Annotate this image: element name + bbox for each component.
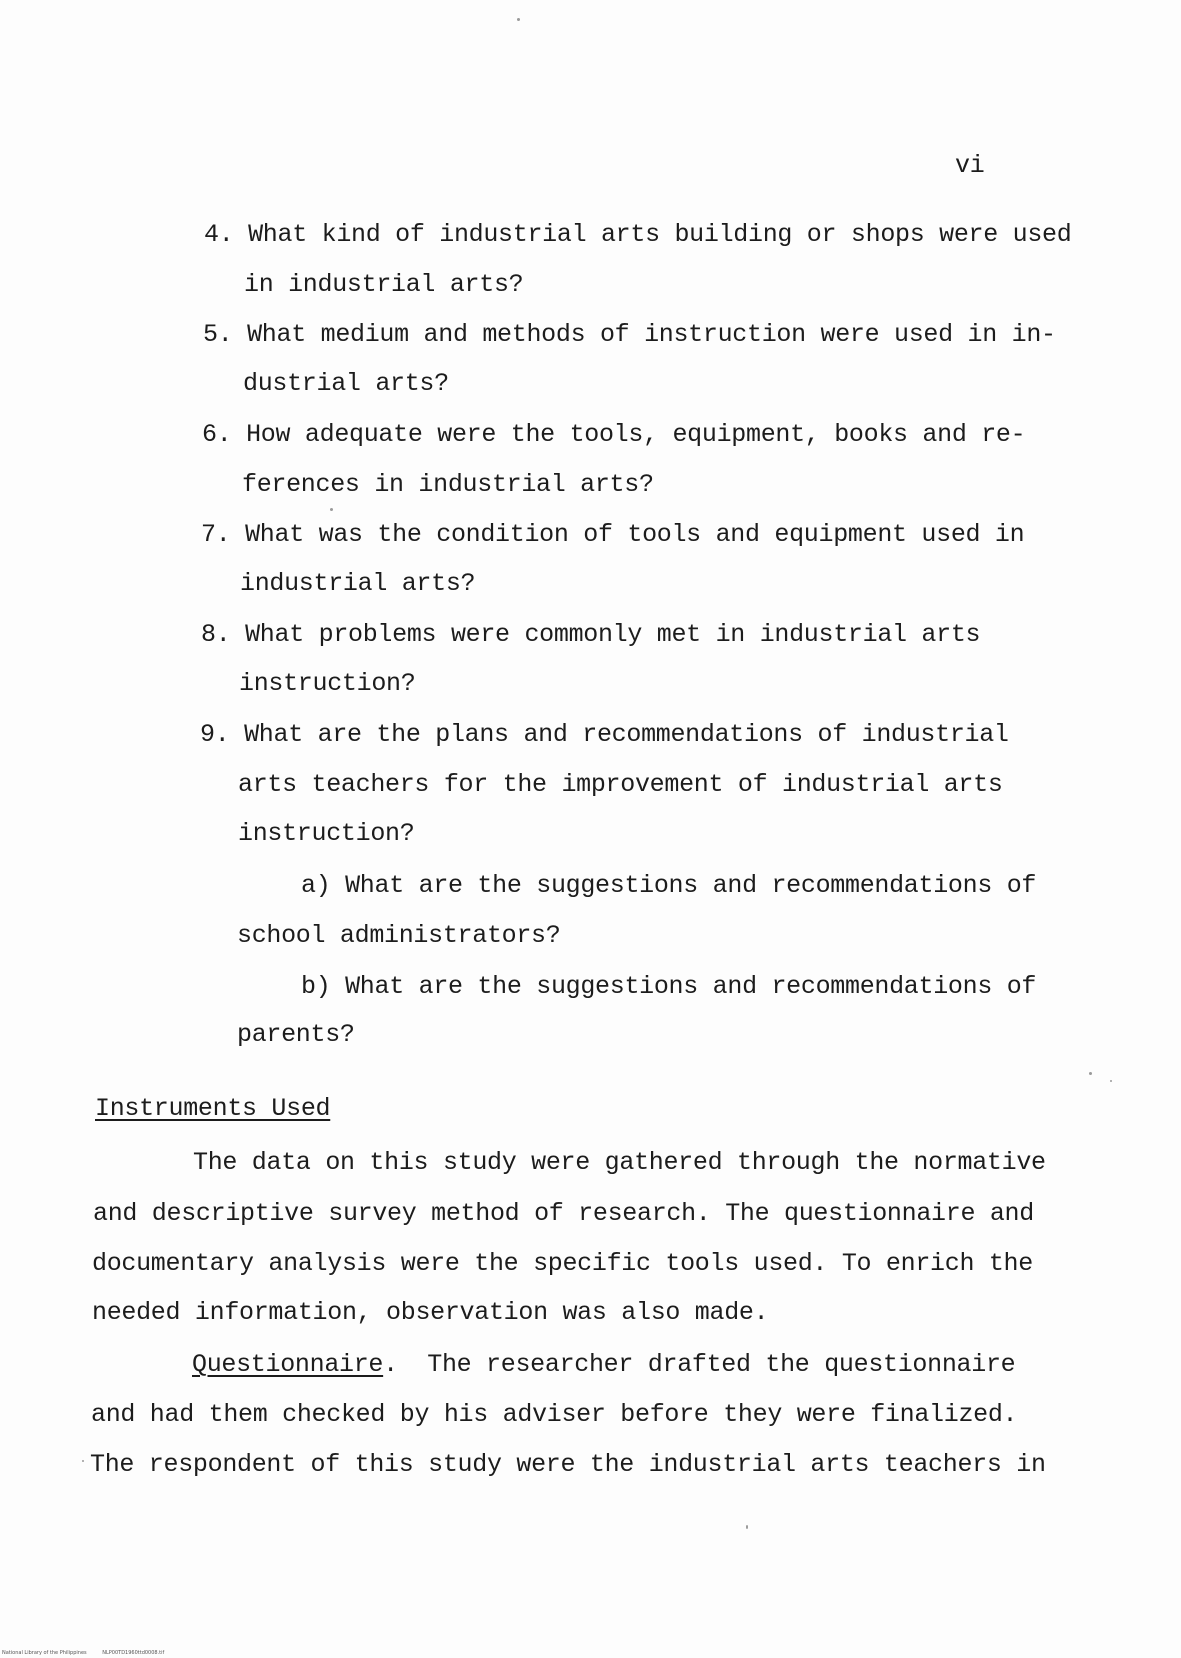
section-heading: Instruments Used	[95, 1094, 331, 1123]
question-5-line-2: dustrial arts?	[243, 369, 449, 398]
question-text: How adequate were the tools, equipment, books and re-	[246, 420, 1026, 449]
question-number: 4.	[204, 220, 234, 249]
scan-speck	[746, 1525, 748, 1529]
scan-speck	[517, 18, 520, 21]
question-4-line-1	[204, 220, 1071, 250]
subquestion-b-line-1: b) What are the suggestions and recommendations of	[301, 972, 1037, 1001]
scan-speck	[1089, 1072, 1092, 1075]
question-text: What was the condition of tools and equipment used in	[245, 520, 1025, 549]
questionnaire-run-in-heading: Questionnaire	[192, 1350, 384, 1379]
paragraph-2-line-1	[192, 1350, 1015, 1380]
question-number: 6.	[202, 420, 232, 449]
run-in-punctuation: .	[383, 1350, 398, 1379]
question-number: 5.	[203, 320, 233, 349]
paragraph-2-line-3: The respondent of this study were the industrial arts teachers in	[90, 1450, 1046, 1479]
subquestion-a-line-2: school administrators?	[237, 921, 561, 950]
question-text: What are the plans and recommendations of industrial	[244, 720, 1009, 749]
paragraph-1-line-2: and descriptive survey method of research. The questionnaire and	[93, 1199, 1034, 1228]
question-7-line-1	[201, 520, 1024, 550]
scan-speck	[330, 508, 333, 511]
subquestion-a-line-1: a) What are the suggestions and recommendations of	[301, 871, 1037, 900]
footer-file: NLP00TD1960ttd0008.tif	[102, 1650, 165, 1656]
page-number: vi	[955, 151, 985, 180]
question-number: 8.	[201, 620, 231, 649]
paragraph-2-first-line-text: The researcher drafted the questionnaire	[397, 1350, 1016, 1379]
question-4-line-2: in industrial arts?	[244, 270, 524, 299]
question-number: 9.	[200, 720, 230, 749]
question-8-line-2: instruction?	[239, 669, 416, 698]
question-9-line-3: instruction?	[238, 819, 415, 848]
paragraph-1-line-4: needed information, observation was also made.	[92, 1298, 769, 1327]
scan-footer	[2, 1650, 164, 1656]
question-text: What kind of industrial arts building or shops were used	[248, 220, 1072, 249]
scan-speck	[1110, 1080, 1112, 1082]
question-text: What problems were commonly met in industrial arts	[245, 620, 981, 649]
question-number: 7.	[201, 520, 231, 549]
question-9-line-2: arts teachers for the improvement of industrial arts	[238, 770, 1003, 799]
paragraph-2-line-2: and had them checked by his adviser before they were finalized.	[91, 1400, 1018, 1429]
question-8-line-1	[201, 620, 980, 650]
paragraph-1-line-3: documentary analysis were the specific tools used. To enrich the	[92, 1249, 1033, 1278]
question-5-line-1	[203, 320, 1056, 350]
question-6-line-2: ferences in industrial arts?	[242, 470, 654, 499]
question-6-line-1	[202, 420, 1025, 450]
question-9-line-1	[200, 720, 1009, 750]
footer-library: National Library of the Philippines	[2, 1650, 87, 1656]
question-text: What medium and methods of instruction were used in in-	[247, 320, 1056, 349]
question-7-line-2: industrial arts?	[240, 569, 476, 598]
subquestion-b-line-2: parents?	[237, 1020, 355, 1049]
scan-speck	[82, 1460, 84, 1462]
paragraph-1-line-1: The data on this study were gathered through the normative	[193, 1148, 1046, 1177]
